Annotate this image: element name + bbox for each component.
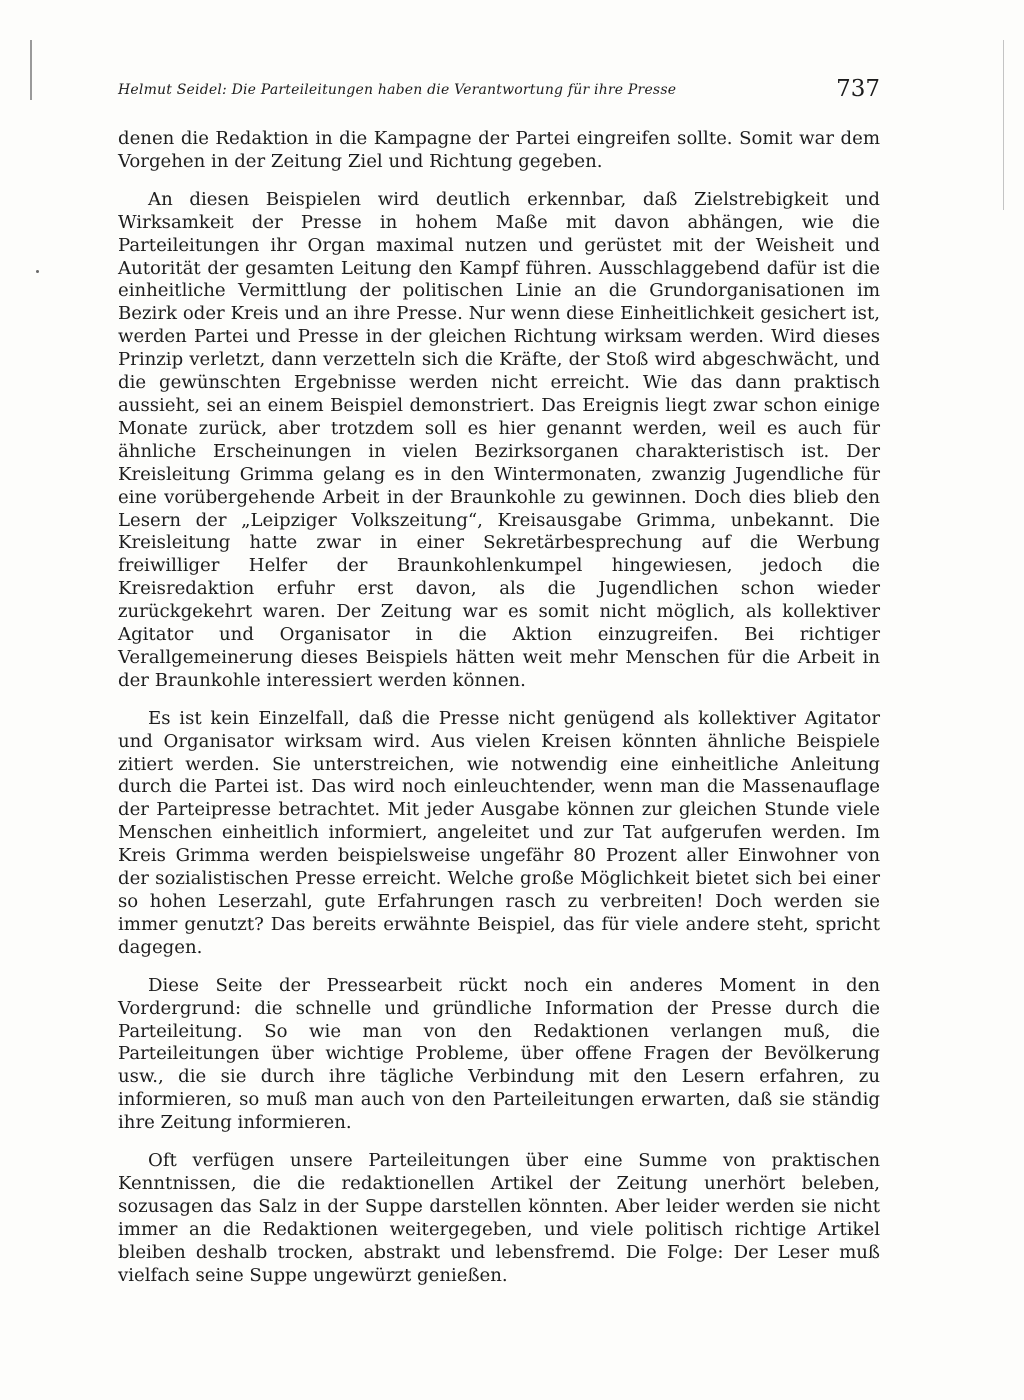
body-text: [118, 128, 880, 1303]
scan-margin-mark: [1003, 40, 1004, 210]
page-header: [118, 76, 880, 106]
scan-margin-mark: [30, 40, 32, 100]
running-title: Helmut Seidel: Die Parteileitungen haben die Verantwortung für ihre Presse: [118, 82, 677, 98]
paragraph-continued: denen die Redaktion in die Kampagne der Partei eingreifen sollte. Somit war dem Vorgehen in der Zeitung Ziel und Richtung gegeben.: [118, 128, 880, 172]
paragraph: An diesen Beispielen wird deutlich erkennbar, daß Zielstrebigkeit und Wirksamkeit der Presse in hohem Maße mit davon abhängen, wie die Parteileitungen ihr Organ maximal nutzen und gerüstet mit der Weisheit und Autorität der gesamten Leitung den Kampf führen. Ausschlaggebend dafür ist die einheitliche Vermittlung der politischen Linie an die Grundorganisationen im Bezirk oder Kreis und an ihre Presse. Nur wenn diese Einheitlichkeit gesichert ist, werden Partei und Presse in der gleichen Richtung wirksam werden. Wird dieses Prinzip verletzt, dann verzetteln sich die Kräfte, der Stoß wird abgeschwächt, und die gewünschten Ergebnisse werden nicht erreicht. Wie das dann praktisch aussieht, sei an einem Beispiel demonstriert. Das Ereignis liegt zwar schon einige Monate zurück, aber trotzdem soll es hier genannt werden, weil es auch für ähnliche Erscheinungen in vielen Bezirksorganen charakteristisch ist. Der Kreisleitung Grimma gelang es in den Wintermonaten, zwanzig Jugendliche für eine vorübergehende Arbeit in der Braunkohle zu gewinnen. Doch dies blieb den Lesern der „Leipziger Volkszeitung“, Kreisausgabe Grimma, unbekannt. Die Kreisleitung hatte zwar in einer Sekretärbesprechung auf die Werbung freiwilliger Helfer der Braunkohlenkumpel hingewiesen, jedoch die Kreisredaktion erfuhr erst davon, als die Jugendlichen schon wieder zurückgekehrt waren. Der Zeitung war es somit nicht möglich, als kollektiver Agitator und Organisator in die Aktion einzugreifen. Bei richtiger Verallgemeinerung dieses Beispiels hätten weit mehr Menschen für die Arbeit in der Braunkohle interessiert werden können.: [118, 188, 880, 691]
paragraph: Es ist kein Einzelfall, daß die Presse nicht genügend als kollektiver Agitator und Organisator wirksam wird. Aus vielen Kreisen könnten ähnliche Beispiele zitiert werden. Sie unterstreichen, wie notwendig eine einheitliche Anleitung durch die Partei ist. Das wird noch einleuchtender, wenn man die Massenauflage der Parteipresse betrachtet. Mit jeder Ausgabe können zur gleichen Stunde viele Menschen einheitlich informiert, angeleitet und zur Tat aufgerufen werden. Im Kreis Grimma werden beispielsweise ungefähr 80 Prozent aller Einwohner von der sozialistischen Presse erreicht. Welche große Möglichkeit bietet sich bei einer so hohen Leserzahl, gute Erfahrungen rasch zu verbreiten! Doch werden sie immer genutzt? Das bereits erwähnte Beispiel, das für viele andere steht, spricht dagegen.: [118, 707, 880, 958]
page-number: 737: [836, 76, 880, 102]
paragraph: Diese Seite der Pressearbeit rückt noch ein anderes Moment in den Vordergrund: die schnelle und gründliche Information der Presse durch die Parteileitung. So wie man von den Redaktionen verlangen muß, die Parteileitungen über wichtige Probleme, über offene Fragen der Bevölkerung usw., die sie durch ihre tägliche Verbindung mit den Lesern erfahren, zu informieren, so muß man auch von den Parteileitungen erwarten, daß sie ständig ihre Zeitung informieren.: [118, 974, 880, 1134]
paragraph: Oft verfügen unsere Parteileitungen über eine Summe von praktischen Kenntnissen, die die redaktionellen Artikel der Zeitung unerhört beleben, sozusagen das Salz in der Suppe darstellen könnten. Aber leider werden sie nicht immer an die Redaktionen weitergegeben, und viele politisch richtige Artikel bleiben deshalb trocken, abstrakt und lebensfremd. Die Folge: Der Leser muß vielfach seine Suppe ungewürzt genießen.: [118, 1150, 880, 1286]
scan-margin-mark: [36, 270, 39, 273]
